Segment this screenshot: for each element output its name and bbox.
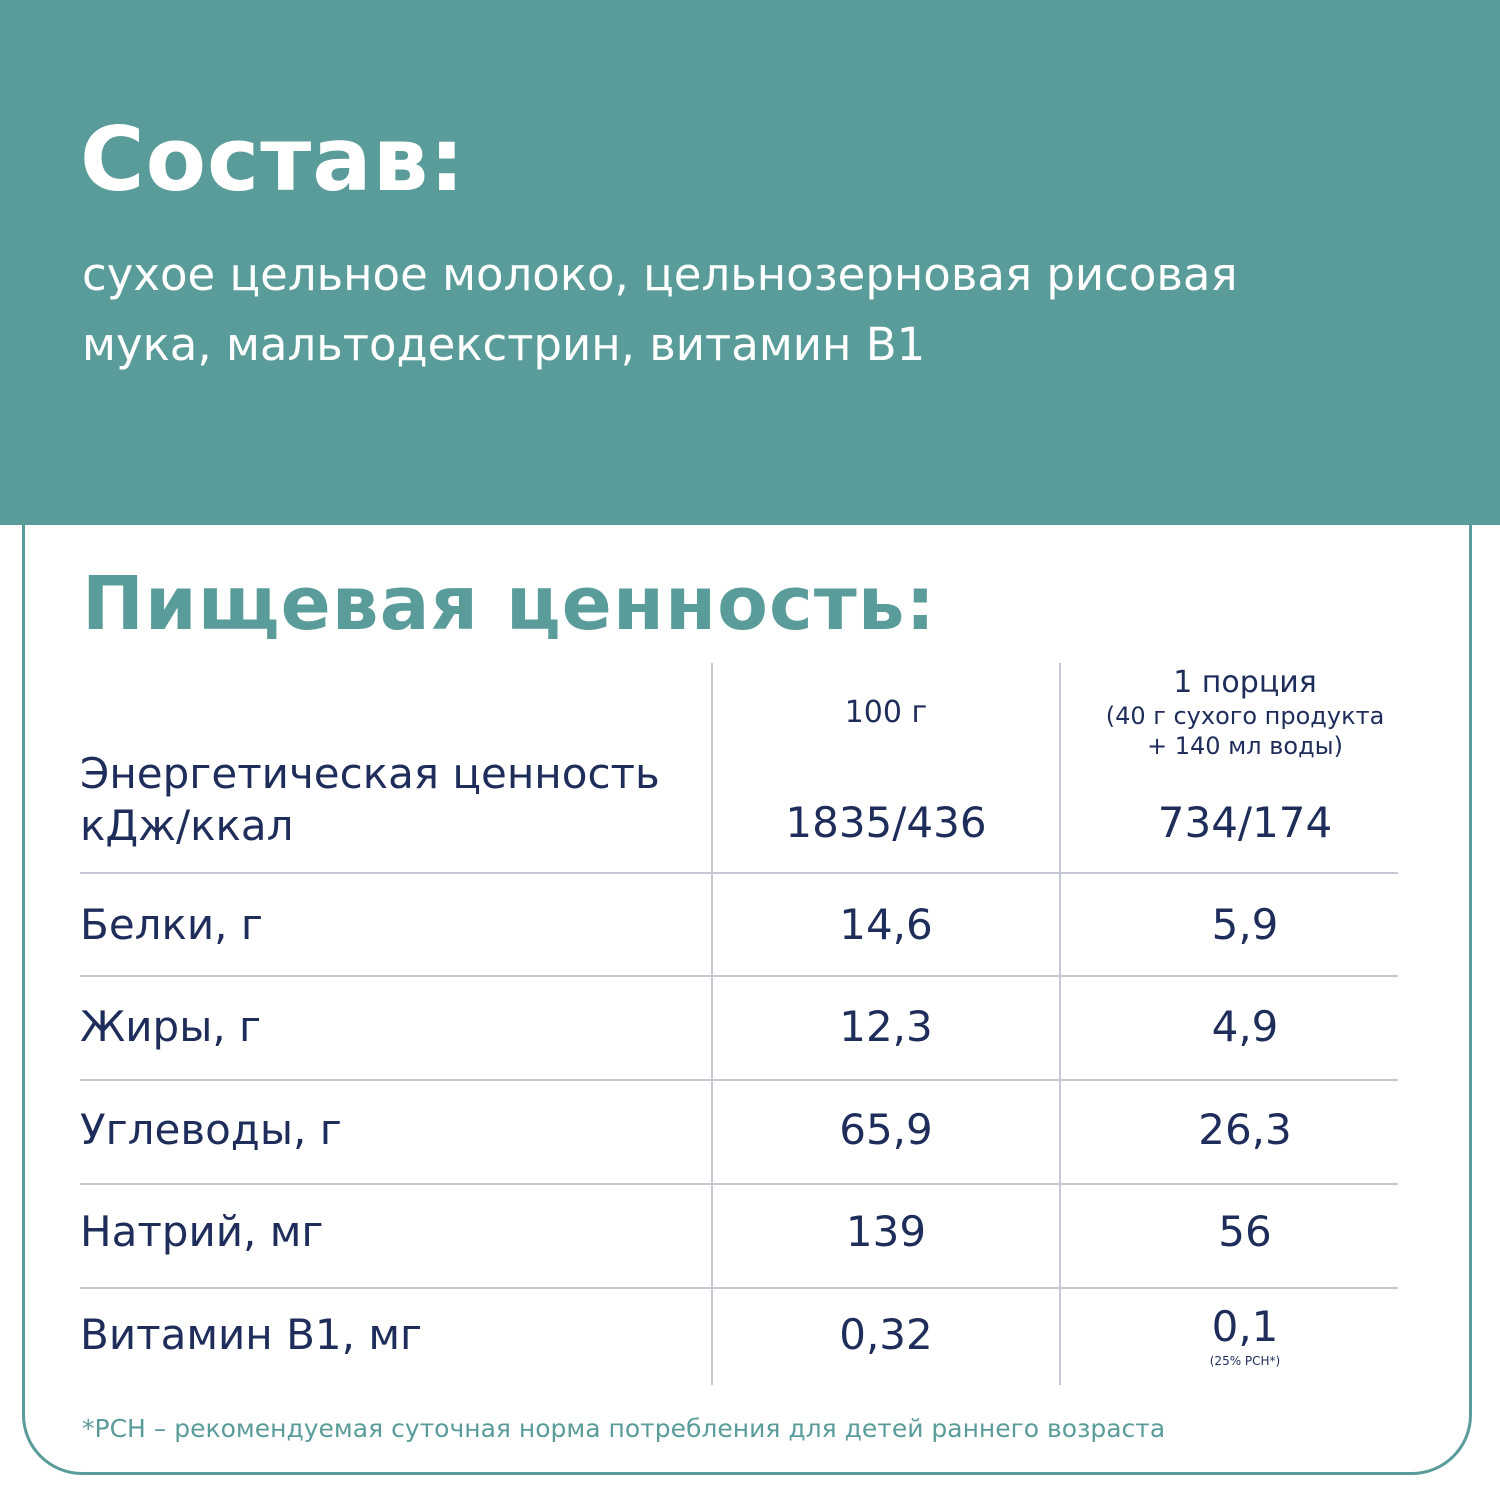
column-divider-2 (1059, 663, 1061, 1385)
row-vitamin-b1-label: Витамин B1, мг (80, 1310, 423, 1359)
row-carbs-per100: 65,9 (839, 1105, 933, 1154)
row-energy-per100: 1835/436 (785, 798, 987, 847)
column-header-portion (1062, 665, 1428, 761)
row-divider (80, 1079, 1398, 1081)
row-divider (80, 975, 1398, 977)
row-protein-per100: 14,6 (839, 900, 933, 949)
portion-subtitle-2: + 140 мл воды) (1147, 732, 1343, 760)
row-carbs-label: Углеводы, г (80, 1105, 342, 1154)
composition-line-1: сухое цельное молоко, цельнозерновая рисовая (82, 248, 1238, 301)
column-divider-1 (711, 663, 713, 1385)
row-fat-per100: 12,3 (839, 1002, 933, 1051)
row-energy-label (80, 748, 660, 852)
row-divider (80, 1183, 1398, 1185)
portion-title: 1 порция (1173, 665, 1317, 700)
vitamin-b1-portion-note: (25% РСН*) (1209, 1354, 1281, 1368)
row-fat-label: Жиры, г (80, 1002, 262, 1051)
energy-label-line-2: кДж/ккал (80, 801, 294, 850)
composition-title: Состав: (80, 108, 466, 211)
row-vitamin-b1-per100: 0,32 (839, 1310, 933, 1359)
row-vitamin-b1-portion (1062, 1301, 1428, 1369)
composition-line-2: мука, мальтодекстрин, витамин B1 (82, 318, 926, 371)
composition-text (82, 240, 1442, 380)
row-sodium-per100: 139 (845, 1207, 927, 1256)
row-carbs-portion: 26,3 (1198, 1105, 1292, 1154)
portion-subtitle-1: (40 г сухого продукта (1105, 702, 1385, 730)
column-header-100g: 100 г (844, 695, 928, 730)
nutrition-title: Пищевая ценность: (82, 561, 937, 647)
vitamin-b1-portion-value: 0,1 (1211, 1302, 1279, 1351)
row-protein-portion: 5,9 (1211, 900, 1279, 949)
row-divider (80, 1287, 1398, 1289)
row-fat-portion: 4,9 (1211, 1002, 1279, 1051)
row-protein-label: Белки, г (80, 900, 263, 949)
row-sodium-portion: 56 (1218, 1207, 1272, 1256)
row-energy-portion: 734/174 (1157, 798, 1333, 847)
footnote: *РСН – рекомендуемая суточная норма потребления для детей раннего возраста (82, 1414, 1166, 1443)
row-sodium-label: Натрий, мг (80, 1207, 324, 1256)
energy-label-line-1: Энергетическая ценность (80, 749, 660, 798)
row-divider (80, 872, 1398, 874)
